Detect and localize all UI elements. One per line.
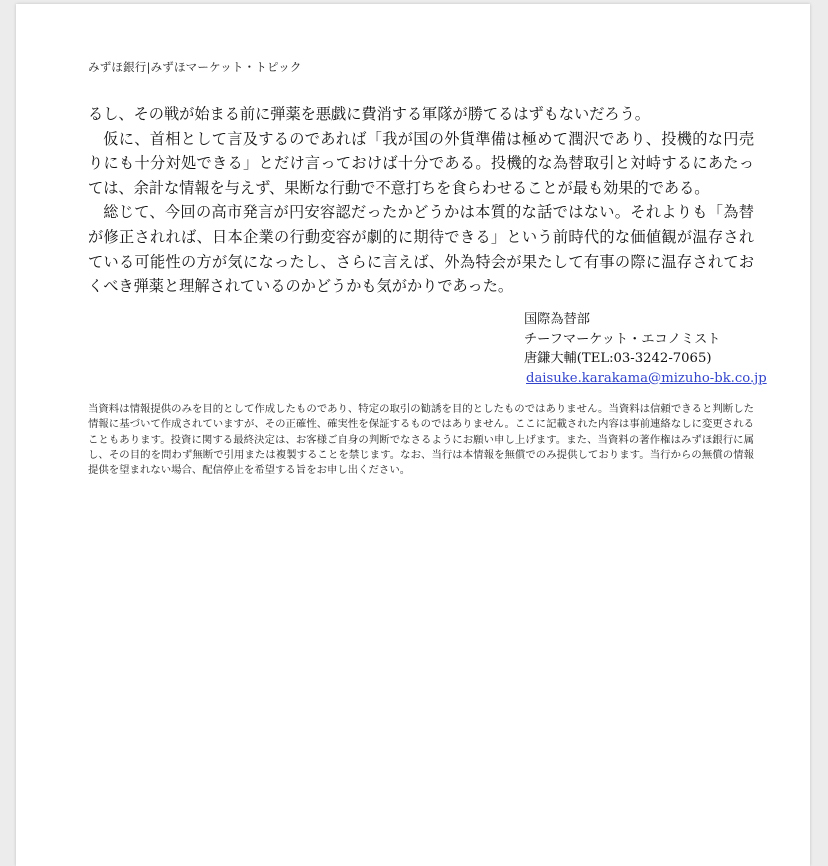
body-paragraph-3: 総じて、今回の高市発言が円安容認だったかどうかは本質的な話ではない。それよりも「為替が修正されれば、日本企業の行動変容が劇的に期待できる」という前時代的な価値観が温存されている可能性の方が気になったし、さらに言えば、外為特会が果たして有事の際に温存されておくべき弾薬と理解されているのかどうかも気がかりであった。 [88,203,755,296]
body-paragraph-2: 仮に、首相として言及するのであれば「我が国の外貨準備は極めて潤沢であり、投機的な円売りにも十分対処できる」とだけ言っておけば十分である。投機的な為替取引と対峙するにあたっては、余計な情報を与えず、果断な行動で不意打ちを食らわせることが最も効果的である。 [88,129,755,197]
author-email-link[interactable]: daisuke.karakama@mizuho-bk.co.jp [526,370,767,386]
body-paragraph-1: るし、その戦が始まる前に弾薬を悪戯に費消する軍隊が勝てるはずもないだろう。 [88,105,650,123]
author-department: 国際為替部 [524,312,590,327]
author-role: チーフマーケット・エコノミスト [524,331,721,347]
disclaimer-text: 当資料は情報提供のみを目的として作成したものであり、特定の取引の勧誘を目的としたものではありません。当資料は信頼できると判断した情報に基づいて作成されていますが、その正確性、確実性を保証するものではありません。ここに記載された内容は事前連絡なしに変更されることもあります。投資に関する最終決定は、お客様ご自身の判断でなさるようにお願い申し上げます。また、当資料の著作権はみずほ銀行に属し、その目的を問わず無断で引用または複製することを禁じます。なお、当行は本情報を無償でのみ提供しております。当行からの無償の情報提供を望まれない場合、配信停止を希望する旨をお申し出ください。 [88,403,754,477]
legal-disclaimer [88,402,754,478]
article-body [88,102,754,299]
author-signature [524,310,767,388]
author-name-tel: 唐鎌大輔(TEL:03-3242-7065) [524,351,712,367]
page-header: みずほ銀行|みずほマーケット・トピック [88,60,302,74]
document-page [16,4,810,866]
